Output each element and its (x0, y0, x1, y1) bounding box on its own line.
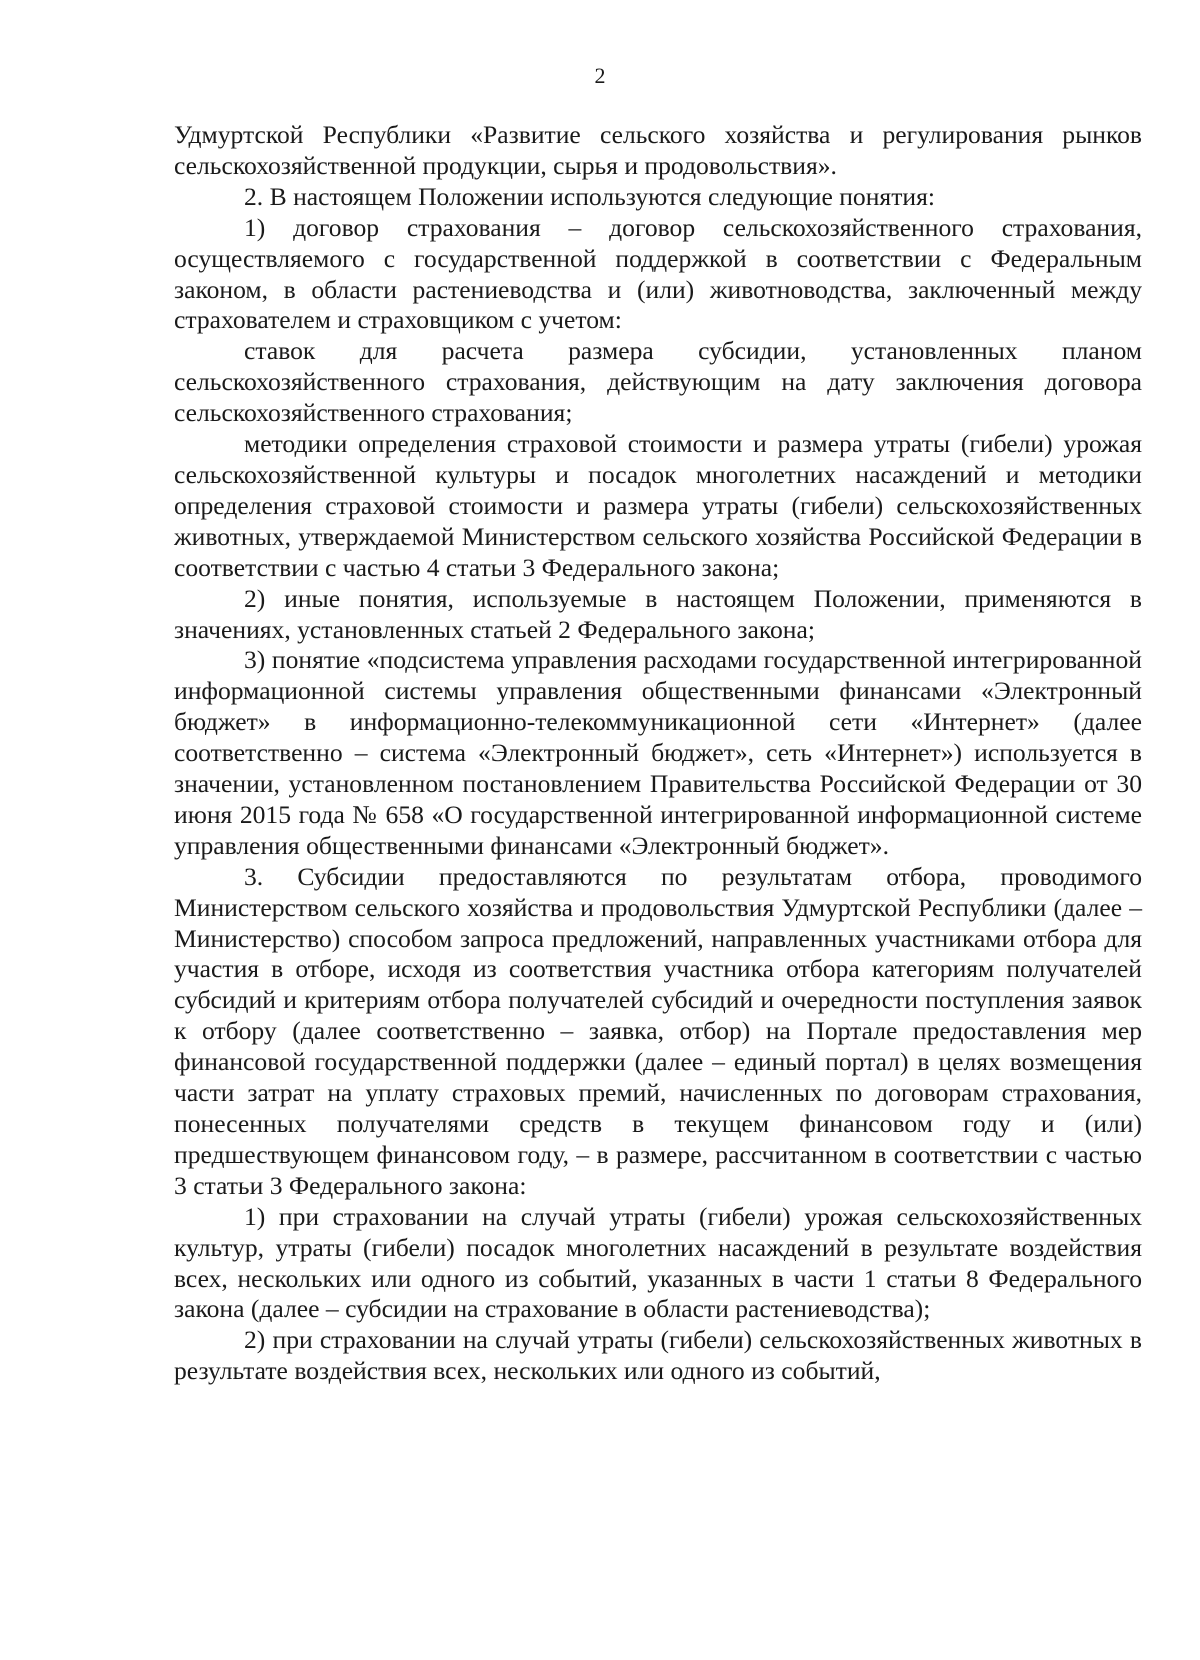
document-body (174, 120, 1142, 1387)
paragraph-program-title: Удмуртской Республики «Развитие сельского хозяйства и регулирования рынков сельскохозяйственной продукции, сырья и продовольствия». (174, 120, 1142, 180)
paragraph-livestock-insurance: 2) при страховании на случай утраты (гибели) сельскохозяйственных животных в результате воздействия всех, нескольких или одного из событий, (174, 1325, 1142, 1386)
paragraph-item-3-electronic-budget: 3) понятие «подсистема управления расходами государственной интегрированной информационной системы управления общественными финансами «Электронный бюджет» в информационно-телекоммуникационной сети «Интернет» (далее соответственно – система «Электронный бюджет», сеть «Интернет») используется в значении, установленном постановлением Правительства Российской Федерации от 30 июня 2015 года № 658 «О государственной интегрированной информационной системе управления общественными финансами «Электронный бюджет». (174, 645, 1142, 860)
paragraph-methodology: методики определения страховой стоимости и размера утраты (гибели) урожая сельскохозяйственной культуры и посадок многолетних насаждений и методики определения страховой стоимости и размера утраты (гибели) сельскохозяйственных животных, утверждаемой Министерством сельского хозяйства Российской Федерации в соответствии с частью 4 статьи 3 Федерального закона; (174, 429, 1142, 582)
paragraph-subsidy-rates: ставок для расчета размера субсидии, установленных планом сельскохозяйственного страхования, действующим на дату заключения договора сельскохозяйственного страхования; (174, 336, 1142, 428)
paragraph-section-3: 3. Субсидии предоставляются по результатам отбора, проводимого Министерством сельского хозяйства и продовольствия Удмуртской Республики (далее – Министерство) способом запроса предложений, направленных участниками отбора для участия в отборе, исходя из соответствия участника отбора категориям получателей субсидий и критериям отбора получателей субсидий и очередности поступления заявок к отбору (далее соответственно – заявка, отбор) на Портале предоставления мер финансовой государственной поддержки (далее – единый портал) в целях возмещения части затрат на уплату страховых премий, начисленных по договорам страхования, понесенных получателями средств в текущем финансовом году и (или) предшествующем финансовом году, – в размере, рассчитанном в соответствии с частью 3 статьи 3 Федерального закона: (174, 861, 1142, 1200)
page-number: 2 (594, 63, 606, 88)
paragraph-section-2: 2. В настоящем Положении используются следующие понятия: (244, 181, 935, 211)
paragraph-item-2-other-terms: 2) иные понятия, используемые в настоящем Положении, применяются в значениях, установленных статьей 2 Федерального закона; (174, 583, 1142, 644)
paragraph-item-1-insurance-contract: 1) договор страхования – договор сельскохозяйственного страхования, осуществляемого с государственной поддержкой в соответствии с Федеральным законом, в области растениеводства и (или) животноводства, заключенный между страхователем и страховщиком с учетом: (174, 212, 1142, 335)
paragraph-crop-insurance: 1) при страховании на случай утраты (гибели) урожая сельскохозяйственных культур, утраты (гибели) посадок многолетних насаждений в результате воздействия всех, нескольких или одного из событий, указанных в части 1 статьи 8 Федерального закона (далее – субсидии на страхование в области растениеводства); (174, 1201, 1142, 1324)
